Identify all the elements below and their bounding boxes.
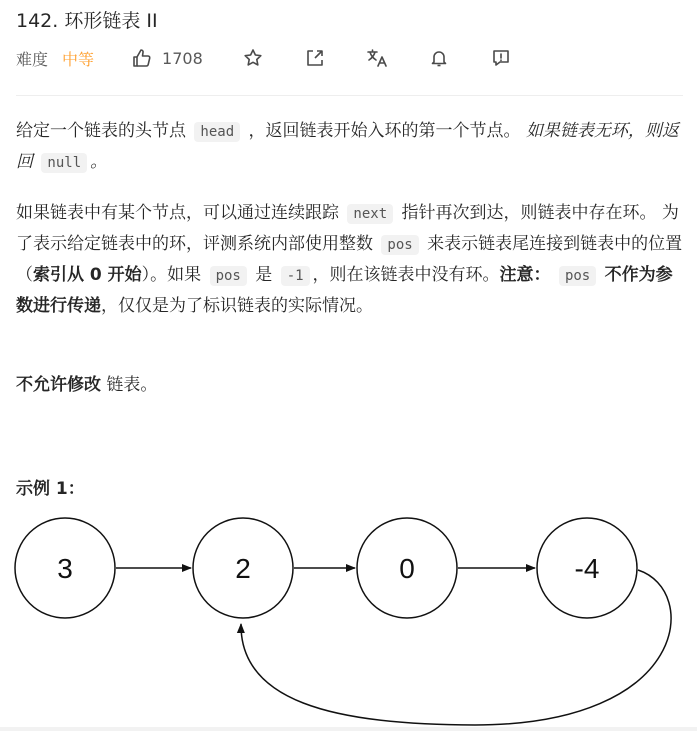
bold-text: 索引从 0 开始 [33, 265, 142, 285]
bold-text: 不允许修改 [16, 375, 101, 395]
problem-meta-bar [16, 44, 513, 72]
header-divider [16, 95, 683, 96]
description-paragraph-3 [16, 370, 688, 400]
text: ）。如果 [141, 265, 202, 285]
bell-icon[interactable] [427, 46, 451, 70]
text: ，返回链表开始入环的第一个节点。 [248, 121, 521, 141]
code-minus-one: -1 [281, 266, 310, 286]
share-icon[interactable] [303, 46, 327, 70]
code-null: null [41, 153, 87, 173]
bold-text: 不作为参数进行传递 [16, 265, 673, 316]
code-next: next [347, 204, 393, 224]
bold-text: 注意： [499, 265, 551, 285]
node-label: 0 [399, 553, 415, 584]
problem-title: 142. 环形链表 II [16, 10, 158, 32]
star-icon[interactable] [241, 46, 265, 70]
code-head: head [194, 122, 240, 142]
code-pos: pos [210, 266, 247, 286]
difficulty-label: 难度 [16, 49, 49, 69]
description-paragraph-2 [16, 198, 688, 321]
example-title: 示例 1： [16, 479, 85, 499]
emphasis-text: 如果链表无环，则返回 [16, 121, 679, 172]
node-label: 2 [235, 553, 251, 584]
list-node [537, 518, 637, 618]
likes-count: 1708 [162, 48, 203, 68]
list-node [15, 518, 115, 618]
code-pos: pos [559, 266, 596, 286]
text: 如果链表中有某个节点，可以通过连续跟踪 [16, 203, 339, 223]
text: 给定一个链表的头节点 [16, 121, 186, 141]
translate-icon[interactable] [365, 46, 389, 70]
text: 是 [255, 265, 273, 285]
thumbs-up-icon[interactable] [130, 46, 154, 70]
difficulty-value: 中等 [62, 49, 95, 69]
emphasis-text: 。 [90, 152, 108, 172]
code-pos: pos [381, 235, 418, 255]
text: 指针再次到达，则链表中存在环。 为了表示给定链表中的环，评测系统内部使用整数 [16, 203, 679, 254]
feedback-icon[interactable] [489, 46, 513, 70]
node-label: -4 [574, 553, 600, 584]
description-paragraph-1 [16, 116, 688, 178]
text: ，则在该链表中没有环。 [312, 265, 500, 285]
list-node [357, 518, 457, 618]
text: ，仅仅是为了标识链表的实际情况。 [101, 296, 373, 316]
node-label: 3 [57, 553, 73, 584]
text: 来表示链表尾连接到链表中的位置（ [16, 234, 683, 285]
bottom-scroll-edge [0, 727, 697, 731]
list-node [193, 518, 293, 618]
text: 链表。 [106, 375, 158, 395]
linked-list-diagram [0, 500, 697, 730]
